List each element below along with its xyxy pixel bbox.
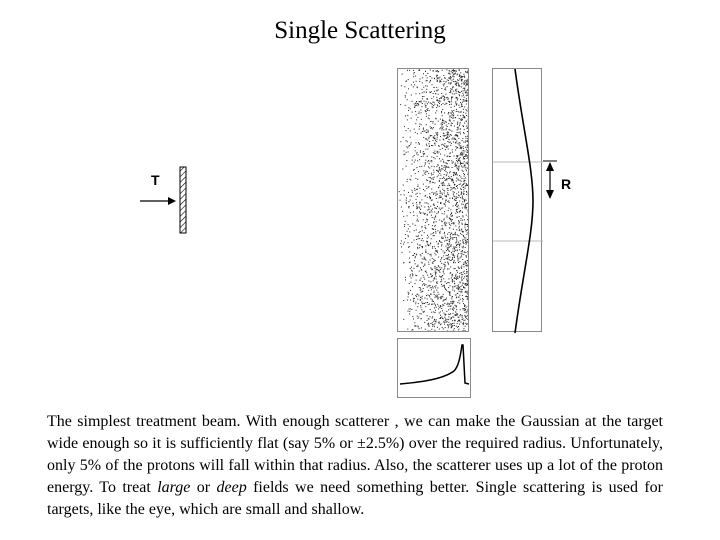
radius-label: R (561, 176, 572, 192)
bragg-peak-curve (400, 345, 469, 384)
beam-arrow (140, 197, 176, 205)
term-deep: deep (216, 479, 247, 496)
lateral-profile-plot (493, 69, 543, 333)
scatter-dots (398, 69, 469, 332)
scatter-distribution-panel (397, 68, 469, 332)
scatterer-foil (180, 167, 186, 233)
slide-title: Single Scattering (274, 17, 446, 44)
depth-dose-panel (397, 338, 471, 398)
description-mid: or (190, 479, 217, 496)
target-label: T (151, 172, 160, 188)
description-part-1: The simplest treatment beam. With enough scatterer , we can make the Gaussian at the target wide enough so it is sufficiently flat (say 5% or ±2.5%) over the required radius. Unfortunately, only 5% of the protons will fall within that radius. Also, the scatterer uses up a lot of the proton energy. To treat (47, 413, 663, 496)
bragg-peak-plot (398, 339, 472, 399)
description-part-2: fields we need something better. Single scattering is used for targets, like the eye, which are small and shallow. (47, 479, 664, 518)
term-large: large (157, 479, 191, 496)
lateral-profile-panel (492, 68, 542, 332)
gaussian-profile-curve (515, 69, 533, 333)
description-text (47, 411, 663, 521)
